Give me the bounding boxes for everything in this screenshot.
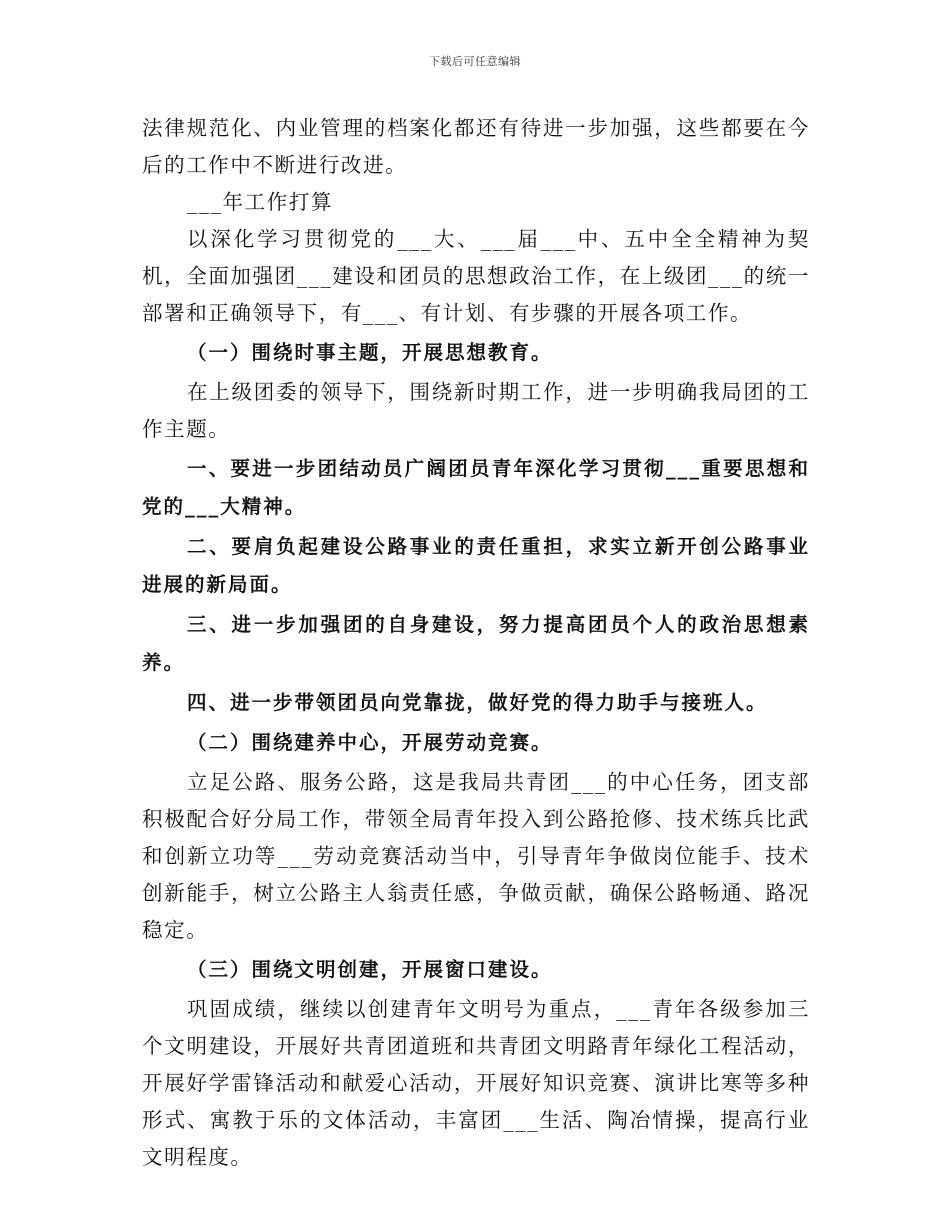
paragraph-section-2: 立足公路、服务公路，这是我局共青团___的中心任务，团支部积极配合好分局工作，带领全局青年投入到公路抢修、技术练兵比武和创新立功等___劳动竞赛活动当中，引导青年争做岗位能手、技术创新能手，树立公路主人翁责任感，争做贡献，确保公路畅通、路况稳定。 xyxy=(142,770,810,942)
section-heading-plan: ___年工作打算 xyxy=(187,190,334,214)
page-header: 下载后可任意编辑 xyxy=(429,55,521,68)
section-title-3: （三）围绕文明创建，开展窗口建设。 xyxy=(187,958,553,981)
section-title-2: （二）围绕建养中心，开展劳动竞赛。 xyxy=(187,731,553,754)
paragraph-section-1: 在上级团委的领导下，围绕新时期工作，进一步明确我局团的工作主题。 xyxy=(142,380,810,441)
list-item-4: 四、进一步带领团员向党靠拢，做好党的得力助手与接班人。 xyxy=(187,691,768,714)
list-item-1: 一、要进一步团结动员广阔团员青年深化学习贯彻___重要思想和党的___大精神。 xyxy=(142,457,810,518)
list-item-3: 三、进一步加强团的自身建设，努力提高团员个人的政治思想素养。 xyxy=(142,613,810,674)
section-title-1: （一）围绕时事主题，开展思想教育。 xyxy=(187,341,553,364)
paragraph-intro: 以深化学习贯彻党的___大、___届___中、五中全全精神为契机，全面加强团___建设和团员的思想政治工作，在上级团___的统一部署和正确领导下，有___、有计划、有步骤的开展各项工作。 xyxy=(142,227,810,325)
paragraph-section-3: 巩固成绩，继续以创建青年文明号为重点，___青年各级参加三个文明建设，开展好共青团道班和共青团文明路青年绿化工程活动，开展好学雷锋活动和献爱心活动，开展好知识竞赛、演讲比寒等多种形式、寓教于乐的文体活动，丰富团___生活、陶冶情操，提高行业文明程度。 xyxy=(142,997,810,1169)
document-body xyxy=(142,110,810,1176)
paragraph-continued: 法律规范化、内业管理的档案化都还有待进一步加强，这些都要在今后的工作中不断进行改进。 xyxy=(142,116,810,177)
list-item-2: 二、要肩负起建设公路事业的责任重担，求实立新开创公路事业进展的新局面。 xyxy=(142,535,810,596)
